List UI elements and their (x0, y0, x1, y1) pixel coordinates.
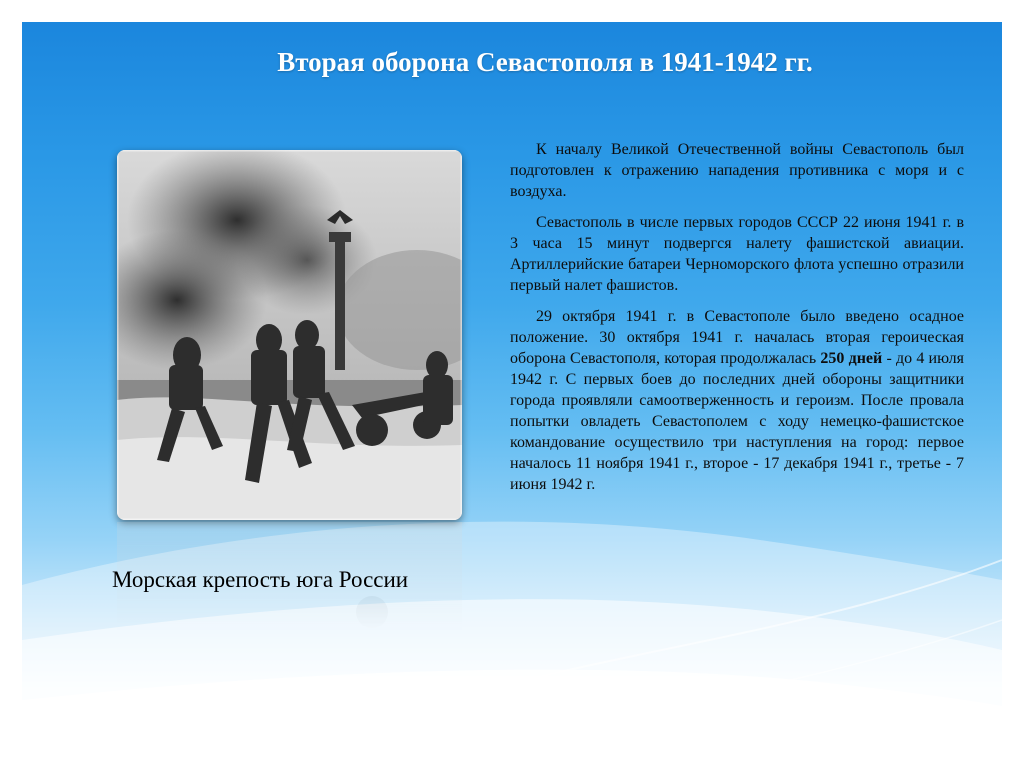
defense-duration: 250 дней (820, 350, 883, 367)
paragraph-2: Севастополь в числе первых городов СССР 22 июня 1941 г. в 3 часа 15 минут подвергся налету фашистской авиации. Артиллерийские батареи Черноморского флота успешно отразили первый налет фашистов. (510, 214, 964, 294)
paragraph-3-start: 29 октября 1941 г. в Севастополе было введено осадное положение. 30 октября 1941 г. началась вторая героическая оборона Севастополя, которая продолжалась (510, 308, 964, 367)
paragraph-1: К началу Великой Отечественной войны Севастополь был подготовлен к отражению нападения противника с моря и с воздуха. (510, 141, 964, 200)
paragraph-3 (510, 306, 964, 495)
battle-scene-image (117, 150, 462, 520)
body-text (510, 139, 964, 495)
photo-caption: Морская крепость юга России (112, 567, 409, 592)
paragraph-3-end: - до 4 июля 1942 г. С первых боев до последних дней обороны защитники города проявляли самоотверженность и героизм. После провала попытки овладеть Севастополем с ходу немецко-фашистское командование осуществило три наступления на город: первое началось 11 ноября 1941 г., второе - 17 декабря 1941 г., третье - 7 июня 1942 г. (510, 350, 964, 493)
slide-title: Вторая оборона Севастополя в 1941-1942 гг. (277, 47, 813, 77)
historical-photo (117, 150, 462, 520)
